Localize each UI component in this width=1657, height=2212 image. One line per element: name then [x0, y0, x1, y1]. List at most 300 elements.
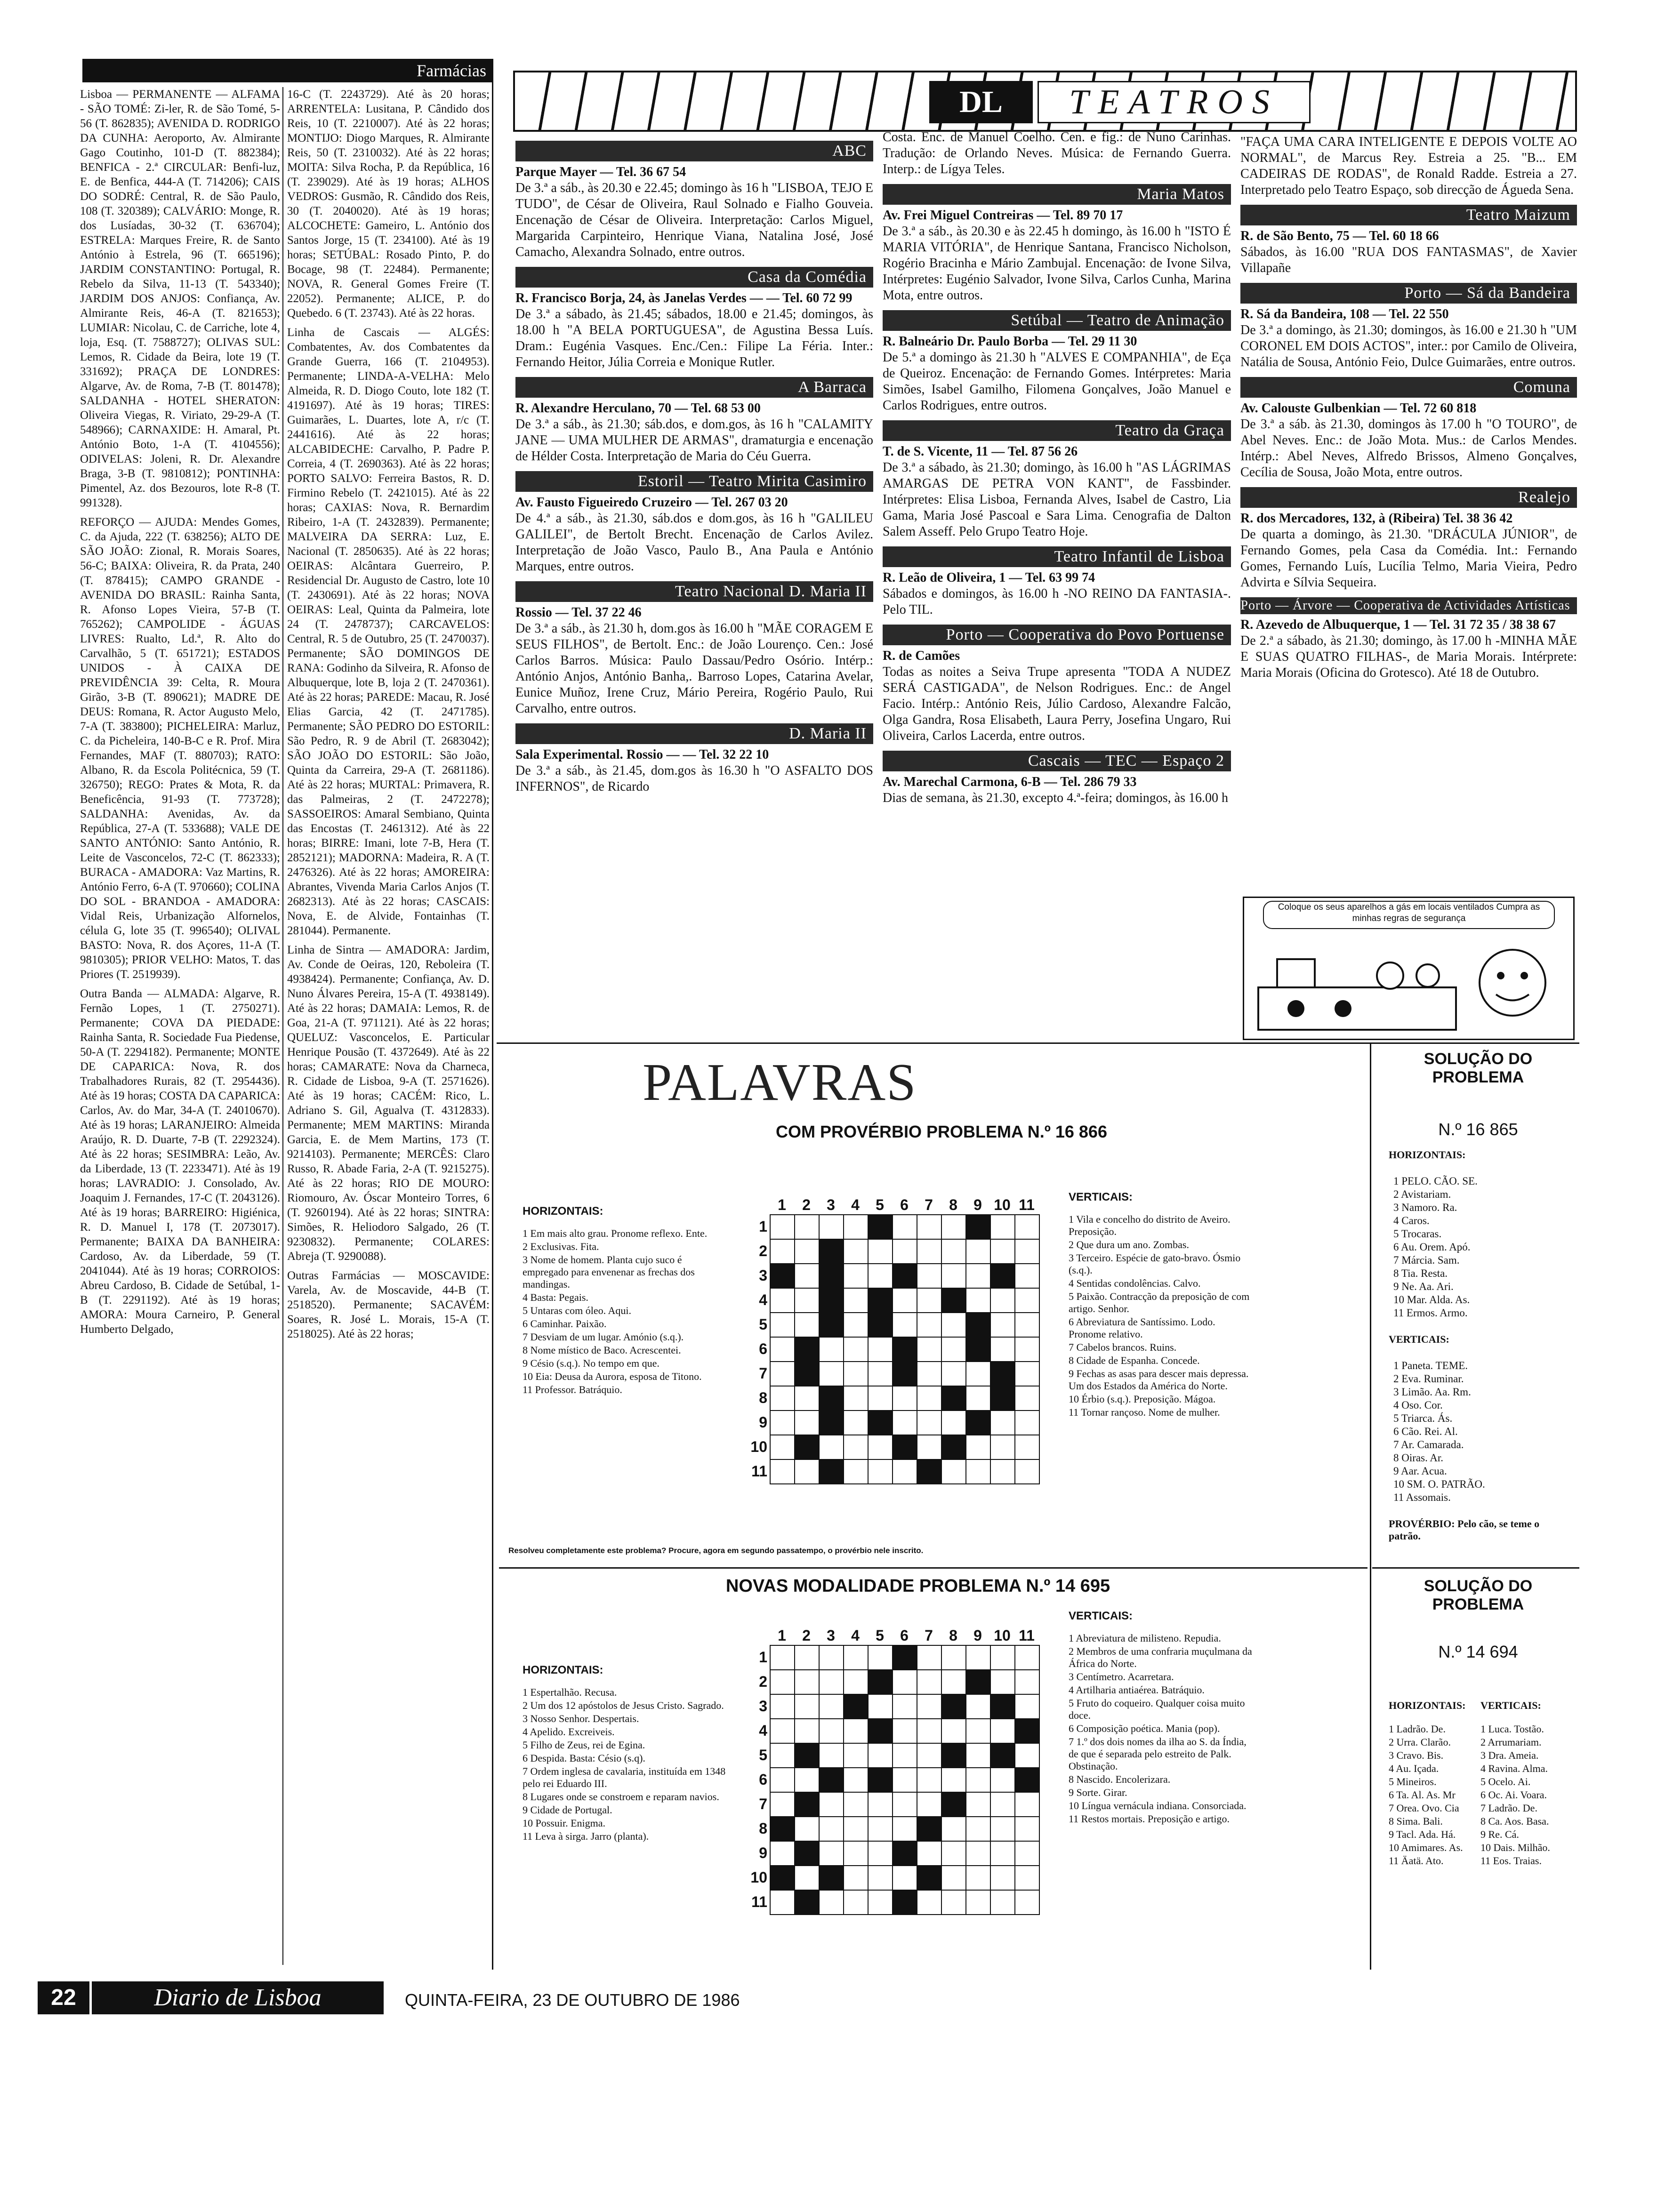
grid-cell[interactable] [770, 1337, 795, 1362]
grid-cell[interactable] [770, 1239, 795, 1264]
solution-item: 1 PELO. CÃO. SE. [1393, 1175, 1478, 1187]
grid-cell[interactable] [843, 1816, 869, 1842]
grid-cell[interactable] [917, 1645, 942, 1670]
grid-cell[interactable] [965, 1312, 991, 1338]
solution1-proverb: PROVÉRBIO: Pelo cão, se teme o patrão. [1389, 1518, 1540, 1542]
grid-cell[interactable] [770, 1718, 795, 1744]
grid-cell[interactable] [917, 1312, 942, 1338]
grid-cell[interactable] [892, 1645, 917, 1670]
grid-cell[interactable] [941, 1214, 966, 1240]
grid-cell[interactable] [770, 1645, 795, 1670]
grid-cell[interactable] [794, 1361, 820, 1387]
grid-cell[interactable] [941, 1410, 966, 1435]
grid-cell[interactable] [990, 1361, 1015, 1387]
grid-cell[interactable] [990, 1386, 1015, 1411]
grid-cell[interactable] [941, 1288, 966, 1313]
grid-cell[interactable] [770, 1361, 795, 1387]
grid-cell[interactable] [819, 1410, 844, 1435]
grid-cell[interactable] [965, 1865, 991, 1891]
grid-cell[interactable] [990, 1288, 1015, 1313]
grid-cell[interactable] [892, 1816, 917, 1842]
grid-cell[interactable] [917, 1841, 942, 1866]
grid-cell[interactable] [990, 1214, 1015, 1240]
grid-cell[interactable] [892, 1239, 917, 1264]
grid-cell[interactable] [965, 1214, 991, 1240]
grid-cell[interactable] [1014, 1841, 1040, 1866]
grid-cell[interactable] [990, 1841, 1015, 1866]
grid-cell[interactable] [794, 1890, 820, 1915]
grid-cell[interactable] [794, 1386, 820, 1411]
grid-cell[interactable] [770, 1694, 795, 1719]
grid-cell[interactable] [1014, 1694, 1040, 1719]
clue-item: 3 Centímetro. Acarretara. [1069, 1671, 1174, 1683]
grid-cell[interactable] [917, 1718, 942, 1744]
grid-cell[interactable] [990, 1816, 1015, 1842]
grid-cell[interactable] [819, 1435, 844, 1460]
grid-cell[interactable] [917, 1263, 942, 1289]
theatre-head-graca: Teatro da Graça [883, 420, 1231, 441]
grid-cell[interactable] [843, 1767, 869, 1793]
solution-item: 2 Urra. Clarão. [1389, 1736, 1451, 1748]
grid-cell[interactable] [819, 1718, 844, 1744]
grid-cell[interactable] [843, 1743, 869, 1768]
grid-cell[interactable] [990, 1312, 1015, 1338]
grid-cell[interactable] [819, 1239, 844, 1264]
theatre-head-bandeira: Porto — Sá da Bandeira [1240, 283, 1577, 304]
grid-cell[interactable] [794, 1645, 820, 1670]
grid-cell[interactable] [794, 1669, 820, 1695]
grid-cell[interactable] [990, 1694, 1015, 1719]
grid-cell[interactable] [965, 1694, 991, 1719]
grid-cell[interactable] [1014, 1743, 1040, 1768]
grid-cell[interactable] [917, 1361, 942, 1387]
grid-cell[interactable] [941, 1645, 966, 1670]
grid-cell[interactable] [941, 1865, 966, 1891]
grid-cell[interactable] [965, 1841, 991, 1866]
grid-cell[interactable] [770, 1669, 795, 1695]
grid-cell[interactable] [892, 1743, 917, 1768]
grid-cell[interactable] [941, 1816, 966, 1842]
grid-cell[interactable] [770, 1890, 795, 1915]
grid-cell[interactable] [941, 1312, 966, 1338]
grid-cell[interactable] [892, 1865, 917, 1891]
grid-cell[interactable] [1014, 1459, 1040, 1484]
grid-cell[interactable] [819, 1743, 844, 1768]
grid-cell[interactable] [892, 1718, 917, 1744]
grid-cell[interactable] [794, 1337, 820, 1362]
grid-cell[interactable] [892, 1792, 917, 1817]
grid-cell[interactable] [868, 1361, 893, 1387]
grid-cell[interactable] [892, 1214, 917, 1240]
grid-cell[interactable] [965, 1239, 991, 1264]
grid-cell[interactable] [770, 1816, 795, 1842]
grid-cell[interactable] [794, 1816, 820, 1842]
grid-cell[interactable] [941, 1239, 966, 1264]
theatre-body-continued: Costa. Enc. de Manuel Coelho. Cen. e fig.: de Nuno Carinhas. Tradução: de Orlando Neves. Música: de Fernando Guerra. Interp.: de Lígya Teles. [883, 130, 1231, 176]
grid-cell[interactable] [990, 1669, 1015, 1695]
grid-cell[interactable] [990, 1239, 1015, 1264]
grid-cell[interactable] [892, 1435, 917, 1460]
clue-item: 9 Césio (s.q.). No tempo em que. [523, 1357, 660, 1369]
grid-cell[interactable] [892, 1288, 917, 1313]
grid-cell[interactable] [917, 1459, 942, 1484]
grid-cell[interactable] [819, 1386, 844, 1411]
grid-cell[interactable] [1014, 1669, 1040, 1695]
grid-cell[interactable] [819, 1890, 844, 1915]
grid-cell[interactable] [843, 1865, 869, 1891]
grid-cell[interactable] [917, 1792, 942, 1817]
grid-cell[interactable] [868, 1459, 893, 1484]
grid-cell[interactable] [794, 1214, 820, 1240]
grid-cell[interactable] [990, 1865, 1015, 1891]
grid-cell[interactable] [1014, 1337, 1040, 1362]
grid-column-number: 1 [778, 1627, 786, 1644]
grid-cell[interactable] [770, 1214, 795, 1240]
grid-cell[interactable] [794, 1263, 820, 1289]
grid-cell[interactable] [892, 1386, 917, 1411]
grid-cell[interactable] [941, 1386, 966, 1411]
grid-cell[interactable] [868, 1239, 893, 1264]
grid-cell[interactable] [843, 1890, 869, 1915]
grid-row-number: 3 [759, 1698, 767, 1715]
grid-cell[interactable] [868, 1435, 893, 1460]
grid-cell[interactable] [868, 1288, 893, 1313]
theatre-venue-nacional: Rossio — Tel. 37 22 46 [515, 605, 642, 620]
grid-cell[interactable] [917, 1410, 942, 1435]
clue-item: 9 Cidade de Portugal. [523, 1804, 612, 1816]
grid-cell[interactable] [770, 1792, 795, 1817]
grid-cell[interactable] [990, 1890, 1015, 1915]
grid-cell[interactable] [990, 1435, 1015, 1460]
grid-cell[interactable] [770, 1767, 795, 1793]
grid-cell[interactable] [868, 1337, 893, 1362]
column-rule [1370, 1042, 1371, 1970]
section-rule [1372, 1567, 1579, 1569]
grid-cell[interactable] [819, 1214, 844, 1240]
grid-cell[interactable] [1014, 1816, 1040, 1842]
grid-cell[interactable] [770, 1263, 795, 1289]
grid-cell[interactable] [917, 1669, 942, 1695]
grid-cell[interactable] [843, 1459, 869, 1484]
grid-cell[interactable] [868, 1214, 893, 1240]
grid-cell[interactable] [843, 1410, 869, 1435]
grid-cell[interactable] [965, 1263, 991, 1289]
grid-cell[interactable] [990, 1337, 1015, 1362]
clue-item: 4 Artilharia antiaérea. Batráquio. [1069, 1684, 1205, 1696]
theatre-venue-graca: T. de S. Vicente, 11 — Tel. 87 56 26 [883, 444, 1078, 459]
grid-cell[interactable] [1014, 1263, 1040, 1289]
grid-cell[interactable] [819, 1312, 844, 1338]
grid-cell[interactable] [892, 1361, 917, 1387]
grid-cell[interactable] [965, 1718, 991, 1744]
clue-item: 1 Espertalhão. Recusa. [523, 1686, 617, 1698]
crossword2-title: NOVAS MODALIDADE PROBLEMA N.º 14 695 [725, 1576, 1110, 1596]
grid-row-number: 11 [751, 1463, 767, 1480]
grid-column-number: 3 [827, 1196, 835, 1213]
grid-cell[interactable] [941, 1792, 966, 1817]
theatre-body-dmaria: De 3.ª a sáb., às 21.45, dom.gos às 16.30 h "O ASFALTO DOS INFERNOS", de Ricardo [515, 763, 873, 794]
grid-cell[interactable] [794, 1239, 820, 1264]
crossword2-horizontal-clues [523, 1664, 730, 1946]
clue-item: 9 Fechas as asas para descer mais depressa. Um dos Estados da América do Norte. [1069, 1368, 1249, 1392]
grid-cell[interactable] [1014, 1410, 1040, 1435]
grid-row-number: 2 [759, 1242, 767, 1259]
grid-cell[interactable] [892, 1890, 917, 1915]
grid-cell[interactable] [868, 1263, 893, 1289]
grid-cell[interactable] [868, 1890, 893, 1915]
grid-cell[interactable] [794, 1435, 820, 1460]
page-number-text: 22 [51, 1985, 76, 2010]
solution-item: 5 Mineiros. [1389, 1776, 1437, 1787]
grid-cell[interactable] [794, 1841, 820, 1866]
grid-column-number: 4 [851, 1196, 860, 1213]
solution-item: 11 Assomais. [1393, 1491, 1451, 1503]
theatre-head-infantil: Teatro Infantil de Lisboa [883, 546, 1231, 567]
grid-cell[interactable] [868, 1669, 893, 1695]
grid-cell[interactable] [941, 1263, 966, 1289]
grid-cell[interactable] [990, 1410, 1015, 1435]
grid-cell[interactable] [965, 1743, 991, 1768]
grid-cell[interactable] [770, 1312, 795, 1338]
grid-cell[interactable] [819, 1645, 844, 1670]
grid-cell[interactable] [868, 1816, 893, 1842]
grid-cell[interactable] [941, 1435, 966, 1460]
grid-cell[interactable] [770, 1865, 795, 1891]
grid-cell[interactable] [965, 1890, 991, 1915]
grid-cell[interactable] [868, 1645, 893, 1670]
grid-column-number: 7 [925, 1627, 933, 1644]
grid-cell[interactable] [868, 1386, 893, 1411]
grid-cell[interactable] [794, 1694, 820, 1719]
grid-cell[interactable] [1014, 1386, 1040, 1411]
grid-cell[interactable] [843, 1361, 869, 1387]
grid-cell[interactable] [843, 1312, 869, 1338]
grid-cell[interactable] [794, 1410, 820, 1435]
grid-cell[interactable] [892, 1459, 917, 1484]
grid-cell[interactable] [990, 1767, 1015, 1793]
grid-cell[interactable] [770, 1743, 795, 1768]
grid-cell[interactable] [794, 1459, 820, 1484]
grid-cell[interactable] [868, 1312, 893, 1338]
grid-cell[interactable] [965, 1386, 991, 1411]
grid-cell[interactable] [819, 1767, 844, 1793]
grid-cell[interactable] [917, 1816, 942, 1842]
grid-row-number: 7 [759, 1795, 767, 1812]
grid-cell[interactable] [819, 1865, 844, 1891]
grid-cell[interactable] [965, 1645, 991, 1670]
grid-cell[interactable] [892, 1337, 917, 1362]
grid-cell[interactable] [868, 1743, 893, 1768]
grid-cell[interactable] [990, 1718, 1015, 1744]
column-rule [282, 87, 283, 1965]
grid-cell[interactable] [941, 1694, 966, 1719]
grid-cell[interactable] [1014, 1865, 1040, 1891]
theatre-body-porto: Todas as noites a Seiva Trupe apresenta "TODA A NUDEZ SERÁ CASTIGADA", de Nelson Rodrigues. Enc.: de Angel Facio. Intérp.: António Reis, Júlio Cardoso, Alexandre Falcão, Olga Gandra, Rosa Elisabeth, Laura Perry, Josefina Ungaro, Rui Oliveira, Carlos Lacerda, entre outros. [883, 665, 1231, 743]
grid-cell[interactable] [990, 1645, 1015, 1670]
grid-cell[interactable] [1014, 1239, 1040, 1264]
grid-cell[interactable] [868, 1841, 893, 1866]
grid-cell[interactable] [892, 1767, 917, 1793]
grid-cell[interactable] [819, 1669, 844, 1695]
grid-cell[interactable] [892, 1841, 917, 1866]
grid-cell[interactable] [843, 1288, 869, 1313]
pharmacy-outras: Outras Farmácias — MOSCAVIDE: Varela, Av. de Moscavide, 44-B (T. 2518520). Permanente; SACAVÉM: Soares, R. José L. Morais, 15-A (T. 2518025). Até às 22 horas; [287, 1269, 490, 1340]
grid-cell[interactable] [843, 1694, 869, 1719]
grid-cell[interactable] [965, 1669, 991, 1695]
grid-cell[interactable] [941, 1361, 966, 1387]
grid-cell[interactable] [1014, 1435, 1040, 1460]
grid-cell[interactable] [794, 1792, 820, 1817]
grid-cell[interactable] [868, 1410, 893, 1435]
grid-cell[interactable] [917, 1214, 942, 1240]
grid-cell[interactable] [965, 1816, 991, 1842]
grid-cell[interactable] [965, 1410, 991, 1435]
grid-cell[interactable] [1014, 1361, 1040, 1387]
grid-cell[interactable] [965, 1361, 991, 1387]
grid-cell[interactable] [965, 1767, 991, 1793]
theatre-body-comuna: De 3.ª a sáb. às 21.30, domingos às 17.00 h "O TOURO", de Abel Neves. Enc.: de João Mota. Mus.: de Carlos Mendes. Intérp.: Abel Neves, Alfredo Brissos, Almeno Gonçalves, Cecília de Sousa, João Mota, entre outros. [1240, 417, 1577, 480]
grid-cell[interactable] [892, 1694, 917, 1719]
grid-cell[interactable] [965, 1337, 991, 1362]
grid-cell[interactable] [1014, 1312, 1040, 1338]
grid-cell[interactable] [819, 1459, 844, 1484]
theatre-body-mariamatos: De 3.ª a sáb., às 20.30 e às 22.45 h domingo, às 16.00 h "ISTO É MARIA VITÓRIA", de Henrique Santana, Francisco Nicholson, Rogério Bracinha e Mário Zambujal. Encenação: de Ivone Silva, Intérpretes: Eugénio Salvador, Ivone Silva, Carlos Cunha, Marina Mota, entre outros. [883, 224, 1231, 303]
gas-stove-illustration [1249, 931, 1569, 1037]
grid-cell[interactable] [917, 1865, 942, 1891]
grid-cell[interactable] [794, 1312, 820, 1338]
grid-column-number: 11 [1019, 1627, 1035, 1644]
grid-cell[interactable] [819, 1816, 844, 1842]
grid-cell[interactable] [1014, 1214, 1040, 1240]
grid-cell[interactable] [892, 1312, 917, 1338]
pharmacy-linha-sintra: Linha de Sintra — AMADORA: Jardim, Av. Conde de Oeiras, 120, Reboleira (T. 4938424). Permanente; Confiança, Av. D. Nuno Álvares Pereira, 15-A (T. 4938149). Até às 22 horas; DAMAIA: Lemos, R. de Goa, 21-A (T. 971121). Até às 22 horas; QUELUZ: Vasconcelos, E. Particular Henrique Pousão (T. 4372649). Até às 22 horas; CAMARATE: Nova da Charneca, R. Cidade de Lisboa, 9-A (T. 2571626). Até às 19 horas; CACÉM: Rico, L. Adriano S. Gil, Agualva (T. 4312833). Permanente; MEM MARTINS: Miranda Garcia, E. de Mem Martins, 173 (T. 9214103). Permanente; MERCÊS: Claro Russo, R. Abade Faria, 2-A (T. 9215275). Até às 22 horas; RIO DE MOURO: Riomouro, Av. Óscar Monteiro Torres, 6 (T. 9260194). Até às 22 horas; SINTRA: Simões, R. Heliodoro Salgado, 26 (T. 9230832). Permanente; COLARES: Abreja (T. 9290088). [287, 944, 490, 1263]
grid-cell[interactable] [794, 1288, 820, 1313]
grid-cell[interactable] [819, 1288, 844, 1313]
grid-cell[interactable] [868, 1792, 893, 1817]
grid-row-number: 1 [759, 1218, 767, 1235]
grid-cell[interactable] [965, 1288, 991, 1313]
grid-cell[interactable] [917, 1239, 942, 1264]
grid-cell[interactable] [917, 1890, 942, 1915]
crossword1-grid [744, 1195, 1054, 1501]
grid-cell[interactable] [868, 1718, 893, 1744]
grid-cell[interactable] [1014, 1792, 1040, 1817]
grid-cell[interactable] [1014, 1767, 1040, 1793]
grid-cell[interactable] [770, 1435, 795, 1460]
grid-column-number: 10 [994, 1196, 1011, 1213]
page-number [38, 1981, 89, 2014]
grid-cell[interactable] [794, 1718, 820, 1744]
grid-cell[interactable] [917, 1386, 942, 1411]
grid-cell[interactable] [794, 1743, 820, 1768]
grid-cell[interactable] [819, 1337, 844, 1362]
grid-cell[interactable] [770, 1386, 795, 1411]
grid-row-number: 8 [759, 1389, 767, 1406]
grid-cell[interactable] [819, 1361, 844, 1387]
grid-cell[interactable] [770, 1459, 795, 1484]
grid-cell[interactable] [843, 1669, 869, 1695]
grid-cell[interactable] [941, 1459, 966, 1484]
grid-cell[interactable] [965, 1792, 991, 1817]
grid-cell[interactable] [794, 1865, 820, 1891]
grid-cell[interactable] [941, 1841, 966, 1866]
solution1-v-label: VERTICAIS: [1389, 1333, 1449, 1345]
grid-cell[interactable] [868, 1694, 893, 1719]
grid-cell[interactable] [892, 1410, 917, 1435]
grid-cell[interactable] [843, 1841, 869, 1866]
grid-cell[interactable] [770, 1410, 795, 1435]
grid-cell[interactable] [892, 1669, 917, 1695]
grid-cell[interactable] [843, 1337, 869, 1362]
grid-cell[interactable] [843, 1645, 869, 1670]
grid-cell[interactable] [941, 1337, 966, 1362]
grid-cell[interactable] [1014, 1645, 1040, 1670]
grid-cell[interactable] [892, 1263, 917, 1289]
solution-item: 6 Oc. Ai. Voara. [1480, 1789, 1547, 1801]
grid-cell[interactable] [843, 1263, 869, 1289]
grid-cell[interactable] [1014, 1718, 1040, 1744]
grid-cell[interactable] [843, 1435, 869, 1460]
grid-cell[interactable] [917, 1694, 942, 1719]
solution-item: 2 Eva. Ruminar. [1393, 1373, 1464, 1385]
grid-cell[interactable] [990, 1263, 1015, 1289]
crossword1-note: Resolveu completamente este problema? Procure, agora em segundo passatempo, o provérbio nele inscrito. [508, 1546, 924, 1555]
grid-cell[interactable] [794, 1767, 820, 1793]
grid-cell[interactable] [941, 1767, 966, 1793]
solution1-h-label: HORIZONTAIS: [1389, 1149, 1466, 1161]
grid-cell[interactable] [941, 1890, 966, 1915]
grid-cell[interactable] [843, 1239, 869, 1264]
grid-cell[interactable] [868, 1767, 893, 1793]
clue-item: 7 Desviam de um lugar. Amónio (s.q.). [523, 1331, 684, 1343]
grid-cell[interactable] [990, 1459, 1015, 1484]
grid-cell[interactable] [843, 1792, 869, 1817]
grid-cell[interactable] [965, 1435, 991, 1460]
grid-cell[interactable] [843, 1718, 869, 1744]
clue-item: 3 Nome de homem. Planta cujo suco é empregado para envenenar as frechas dos mandingas. [523, 1254, 695, 1290]
grid-cell[interactable] [843, 1386, 869, 1411]
grid-column-number: 8 [949, 1196, 957, 1213]
solution-item: 9 Tacl. Ada. Há. [1389, 1828, 1456, 1840]
grid-cell[interactable] [965, 1459, 991, 1484]
grid-cell[interactable] [941, 1718, 966, 1744]
grid-cell[interactable] [819, 1263, 844, 1289]
grid-cell[interactable] [819, 1841, 844, 1866]
grid-cell[interactable] [941, 1743, 966, 1768]
grid-cell[interactable] [941, 1669, 966, 1695]
grid-cell[interactable] [917, 1288, 942, 1313]
grid-cell[interactable] [1014, 1890, 1040, 1915]
grid-cell[interactable] [917, 1767, 942, 1793]
grid-cell[interactable] [819, 1694, 844, 1719]
grid-column-number: 11 [1019, 1196, 1035, 1213]
grid-cell[interactable] [990, 1792, 1015, 1817]
theatre-venue-realejo: R. dos Mercadores, 132, à (Ribeira) Tel. 38 36 42 [1240, 511, 1513, 526]
grid-cell[interactable] [990, 1743, 1015, 1768]
clue-item: 5 Filho de Zeus, rei de Egina. [523, 1739, 645, 1751]
grid-cell[interactable] [917, 1337, 942, 1362]
grid-cell[interactable] [770, 1288, 795, 1313]
grid-row-number: 2 [759, 1673, 767, 1690]
grid-cell[interactable] [868, 1865, 893, 1891]
grid-cell[interactable] [917, 1743, 942, 1768]
grid-cell[interactable] [819, 1792, 844, 1817]
grid-cell[interactable] [770, 1841, 795, 1866]
grid-cell[interactable] [917, 1435, 942, 1460]
clue-item: 4 Apelido. Excreiveis. [523, 1726, 615, 1738]
grid-cell[interactable] [843, 1214, 869, 1240]
grid-cell[interactable] [1014, 1288, 1040, 1313]
